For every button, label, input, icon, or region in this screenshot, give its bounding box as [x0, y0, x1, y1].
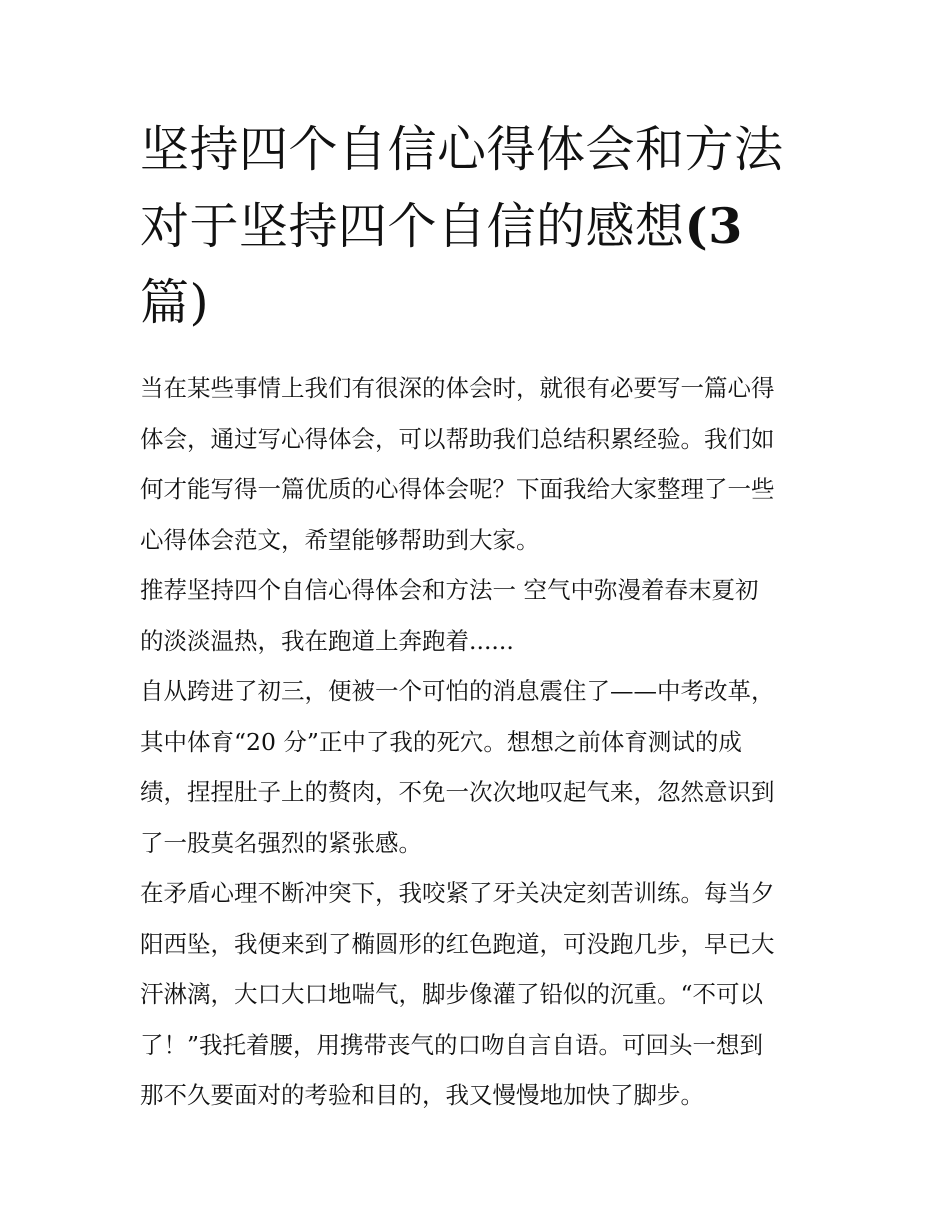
text-line: 绩，捏捏肚子上的赘肉，不免一次次地叹起气来，忽然意识到 — [140, 778, 775, 806]
document-body — [140, 363, 815, 1121]
text-line: 在矛盾心理不断冲突下，我咬紧了牙关决定刻苦训练。每当夕 — [140, 879, 775, 907]
text-line: 的淡淡温热，我在跑道上奔跑着...... — [140, 626, 514, 655]
text-line: 何才能写得一篇优质的心得体会呢？下面我给大家整理了一些 — [140, 475, 775, 503]
text-line: 心得体会范文，希望能够帮助到大家。 — [140, 525, 540, 554]
paragraph-training — [140, 868, 815, 1121]
text-line: 了！”我托着腰，用携带丧气的口吻自言自语。可回头一想到 — [140, 1030, 764, 1059]
paragraph-recommend — [140, 565, 815, 666]
document-title — [140, 112, 815, 341]
paragraph-exam-reform — [140, 666, 815, 868]
text-line: 推荐坚持四个自信心得体会和方法一 空气中弥漫着春末夏初 — [140, 576, 759, 604]
document-page — [140, 112, 815, 1121]
text-line: 当在某些事情上我们有很深的体会时，就很有必要写一篇心得 — [140, 374, 775, 402]
title-line-text: 对于坚持四个自信的感想 — [140, 198, 685, 255]
text-line: 那不久要面对的考验和目的，我又慢慢地加快了脚步。 — [140, 1081, 704, 1109]
text-line: 阳西坠，我便来到了椭圆形的红色跑道，可没跑几步，早已大 — [140, 929, 775, 958]
text-line: 自从跨进了初三，便被一个可怕的消息震住了——中考改革， — [140, 677, 775, 705]
title-line-bold-suffix: (3 — [684, 197, 743, 255]
text-line: 汗淋漓，大口大口地喘气，脚步像灌了铅似的沉重。“不可以 — [140, 980, 764, 1008]
text-line: 体会，通过写心得体会，可以帮助我们总结积累经验。我们如 — [140, 424, 775, 453]
title-line — [140, 188, 815, 265]
text-line: 了一股莫名强烈的紧张感。 — [140, 828, 422, 857]
text-line: 其中体育“20 分”正中了我的死穴。想想之前体育测试的成 — [140, 727, 742, 756]
title-line: 坚持四个自信心得体会和方法 — [140, 121, 784, 178]
title-line: 篇) — [140, 274, 210, 331]
paragraph-intro — [140, 363, 815, 565]
